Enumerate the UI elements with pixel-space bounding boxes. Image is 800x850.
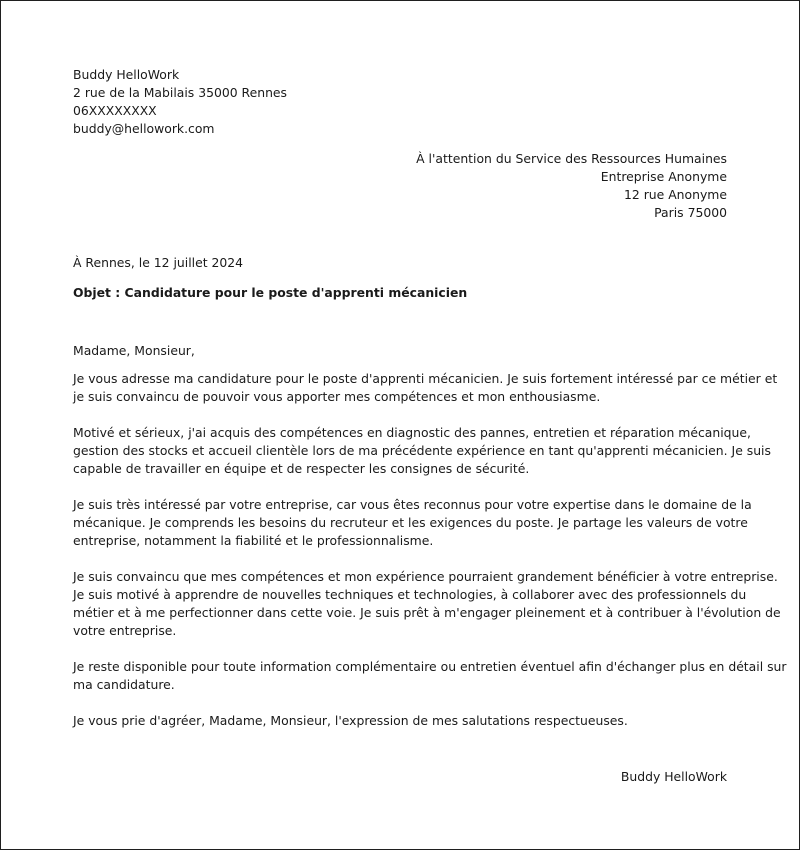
letter-body (73, 342, 787, 748)
sender-address: 2 rue de la Mabilais 35000 Rennes (73, 85, 288, 100)
date-line: À Rennes, le 12 juillet 2024 (73, 255, 244, 270)
paragraph-2 (73, 424, 771, 478)
paragraph-line: capable de travailler en équipe et de respecter les consignes de sécurité. (73, 461, 530, 476)
paragraph-5 (73, 658, 787, 694)
signature: Buddy HelloWork (620, 769, 727, 784)
recipient-street: 12 rue Anonyme (623, 187, 727, 202)
paragraph-line: Je vous adresse ma candidature pour le poste d'apprenti mécanicien. Je suis fortement intéressé par ce métier et (73, 371, 778, 386)
paragraph-line: entreprise, notamment la fiabilité et le professionnalisme. (73, 533, 434, 548)
paragraph-4 (73, 568, 781, 640)
paragraph-line: Je suis très intéressé par votre entreprise, car vous êtes reconnus pour votre expertise dans le domaine de la (73, 497, 752, 512)
sender-block (73, 66, 287, 138)
paragraph-line: Je reste disponible pour toute information complémentaire ou entretien éventuel afin d'échanger plus en détail sur (73, 659, 787, 674)
paragraph-line: ma candidature. (73, 677, 175, 692)
paragraph-line: Je suis convaincu que mes compétences et mon expérience pourraient grandement bénéficier à votre entreprise. (73, 569, 778, 584)
paragraph-3 (73, 496, 752, 550)
closing-paragraph (73, 712, 733, 730)
paragraph-line: métier et à me perfectionner dans cette voie. Je suis prêt à m'engager pleinement et à contribuer à l'évolution de (73, 605, 781, 620)
paragraph-line: mécanique. Je comprends les besoins du recruteur et les exigences du poste. Je partage les valeurs de votre (73, 515, 748, 530)
paragraph-line: Motivé et sérieux, j'ai acquis des compétences en diagnostic des pannes, entretien et réparation mécanique, (73, 425, 751, 440)
paragraph-line: votre entreprise. (73, 623, 177, 638)
sender-name: Buddy HelloWork (73, 67, 180, 82)
recipient-attention: À l'attention du Service des Ressources Humaines (416, 151, 727, 166)
paragraph-line: gestion des stocks et accueil clientèle lors de ma précédente expérience en tant qu'apprenti mécanicien. Je suis (73, 443, 771, 458)
recipient-block (416, 150, 727, 222)
subject-line: Objet : Candidature pour le poste d'apprenti mécanicien (73, 285, 468, 300)
sender-email: buddy@hellowork.com (73, 121, 215, 136)
recipient-company: Entreprise Anonyme (600, 169, 727, 184)
salutation: Madame, Monsieur, (73, 343, 195, 358)
paragraph-1 (73, 370, 778, 406)
paragraph-line: Je vous prie d'agréer, Madame, Monsieur, l'expression de mes salutations respectueuses. (73, 713, 628, 728)
sender-phone: 06XXXXXXXX (73, 103, 157, 118)
paragraph-line: je suis convaincu de pouvoir vous apporter mes compétences et mon enthousiasme. (73, 389, 601, 404)
paragraph-line: Je suis motivé à apprendre de nouvelles techniques et technologies, à collaborer avec des professionnels du (73, 587, 747, 602)
recipient-city: Paris 75000 (654, 205, 727, 220)
